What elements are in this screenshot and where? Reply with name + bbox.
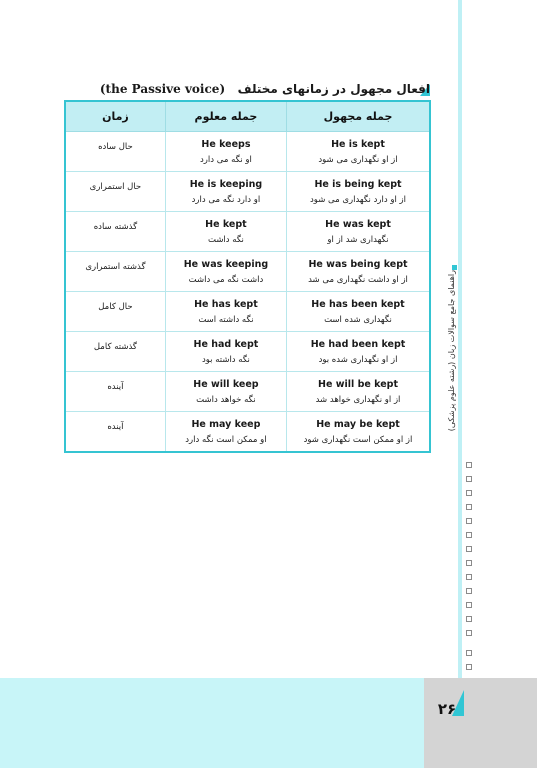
header-tense: زمان xyxy=(65,101,165,132)
passive-fa: از او نگهداری شده بود xyxy=(318,354,398,365)
passive-en: He was kept xyxy=(325,218,391,230)
passive-voice-table xyxy=(64,100,431,453)
passive-fa: نگهداری شده است xyxy=(324,314,392,325)
passive-en: He is being kept xyxy=(314,178,402,190)
active-fa: نگه داشته است xyxy=(198,314,254,325)
header-passive: جمله مجهول xyxy=(287,101,430,132)
title-persian: افعال مجهول در زمانهای مختلف xyxy=(237,82,430,96)
side-running-title: راهنمای جامع سوالات زبان (رشته علوم پزشکی) xyxy=(447,270,456,432)
active-en: He will keep xyxy=(193,378,259,390)
passive-fa: از او نگهداری خواهد شد xyxy=(315,394,401,405)
active-en: He has kept xyxy=(194,298,258,310)
tense-label: حال کامل xyxy=(98,301,133,312)
passive-en: He was being kept xyxy=(308,258,408,270)
tense-label: حال استمراری xyxy=(89,181,142,192)
passive-fa: از او نگهداری می شود xyxy=(318,154,398,165)
title-english: (the Passive voice) xyxy=(99,82,226,96)
active-en: He may keep xyxy=(191,418,261,430)
table-row xyxy=(65,132,430,172)
section-title xyxy=(99,82,430,100)
passive-fa: از او ممکن است نگهداری شود xyxy=(303,434,413,445)
passive-fa: از او دارد نگهداری می شود xyxy=(310,194,406,205)
active-en: He had kept xyxy=(193,338,259,350)
passive-fa: از او داشت نگهداری می شد xyxy=(308,274,408,285)
tense-label: آینده xyxy=(107,421,124,432)
active-fa: او ممکن است نگه دارد xyxy=(185,434,267,445)
page-number-block xyxy=(424,678,537,768)
tense-label: حال ساده xyxy=(98,141,133,152)
active-fa: نگه خواهد داشت xyxy=(196,394,256,405)
tense-label: گذشته کامل xyxy=(93,341,137,352)
active-en: He was keeping xyxy=(183,258,269,270)
active-en: He kept xyxy=(205,218,247,230)
passive-en: He is kept xyxy=(331,138,385,150)
table-row xyxy=(65,252,430,292)
active-fa: داشت نگه می داشت xyxy=(188,274,264,285)
table-row xyxy=(65,332,430,372)
tense-label: آینده xyxy=(107,381,124,392)
header-active: جمله معلوم xyxy=(165,101,286,132)
passive-fa: نگهداری شد از او xyxy=(327,234,389,245)
active-fa: او دارد نگه می دارد xyxy=(191,194,261,205)
table-row xyxy=(65,372,430,412)
active-en: He keeps xyxy=(201,138,251,150)
table-row xyxy=(65,292,430,332)
margin-markers xyxy=(466,462,472,692)
table-row xyxy=(65,172,430,212)
table-row xyxy=(65,212,430,252)
right-margin-strip xyxy=(458,0,462,768)
active-en: He is keeping xyxy=(189,178,263,190)
active-fa: او نگه می دارد xyxy=(200,154,252,165)
tense-label: گذشته ساده xyxy=(93,221,138,232)
page-number: ۲۶ xyxy=(437,700,457,718)
passive-en: He may be kept xyxy=(316,418,400,430)
table-row xyxy=(65,412,430,453)
active-fa: نگه داشته بود xyxy=(201,354,250,365)
tense-label: گذشته استمراری xyxy=(85,261,146,272)
active-fa: نگه داشت xyxy=(207,234,244,245)
passive-en: He will be kept xyxy=(318,378,398,390)
passive-en: He had been kept xyxy=(310,338,406,350)
table-header-row xyxy=(65,101,430,132)
passive-en: He has been kept xyxy=(311,298,405,310)
